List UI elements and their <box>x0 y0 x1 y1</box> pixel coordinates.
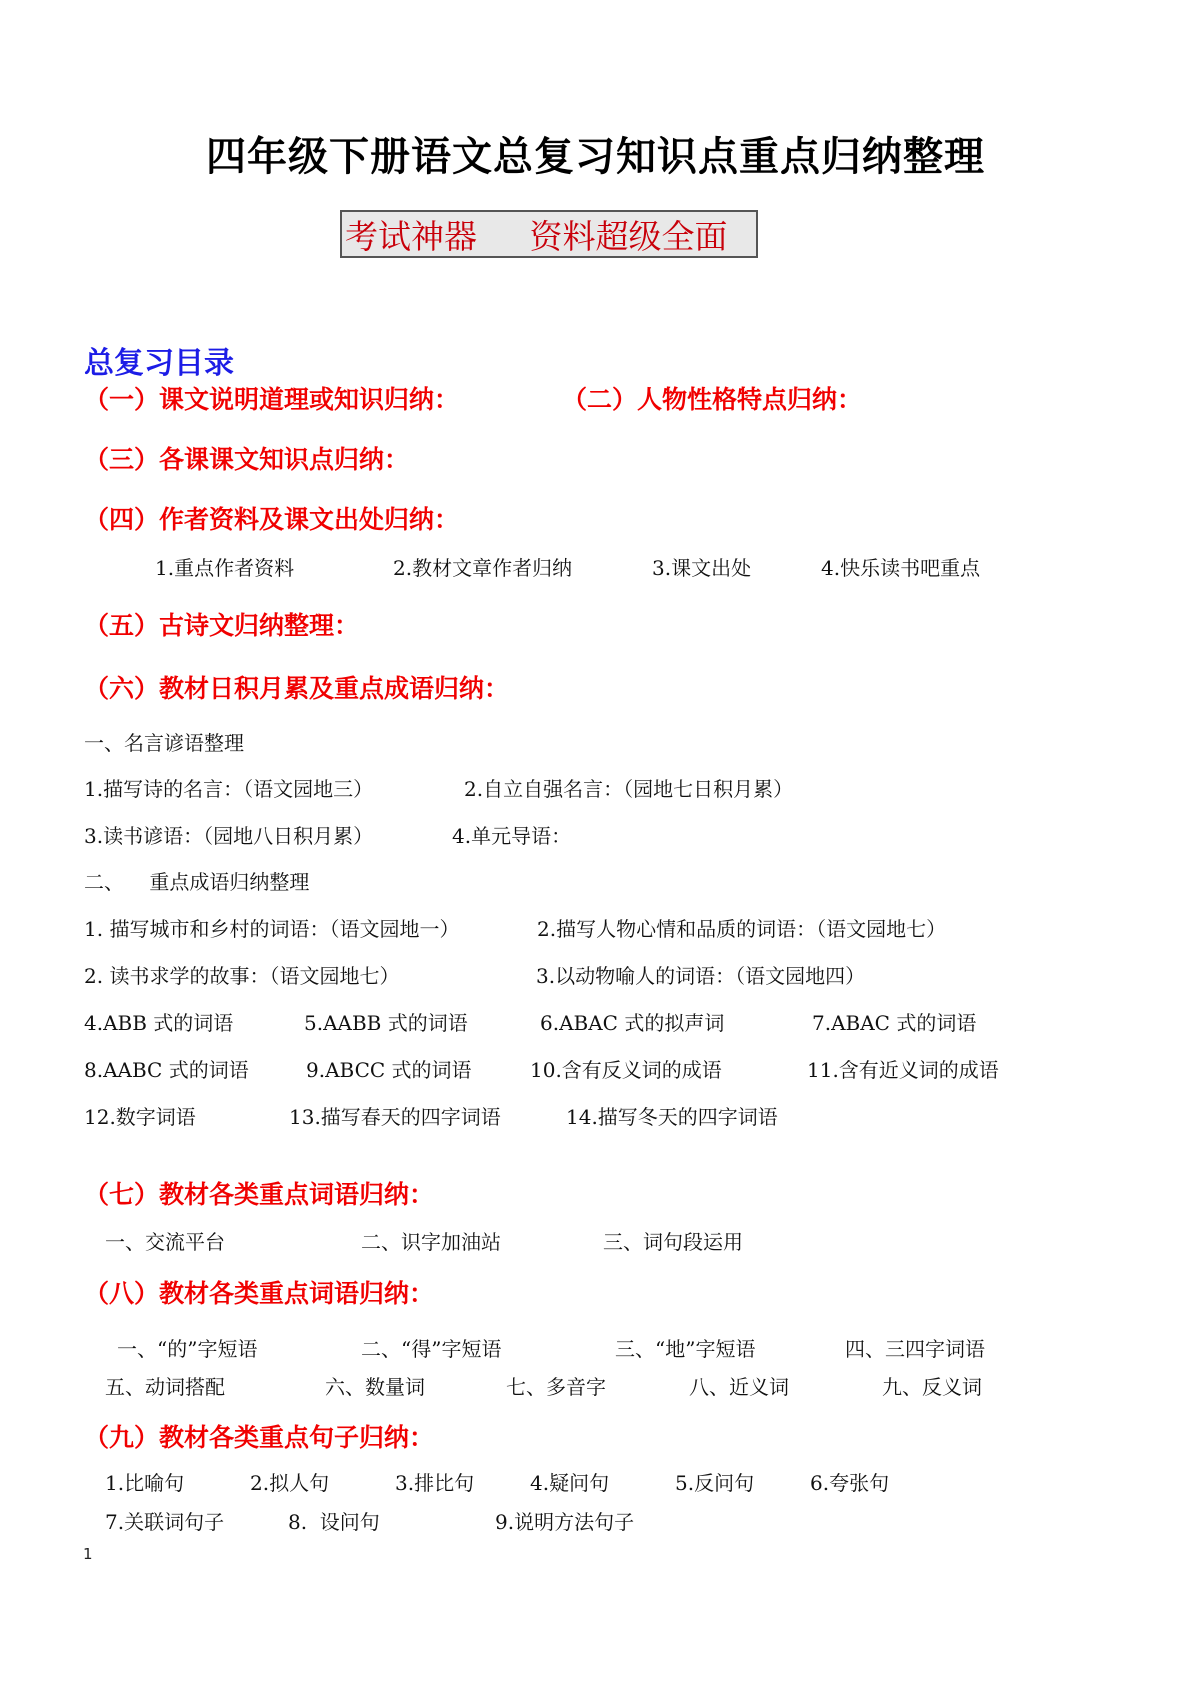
section-8-item: 一、“的”字短语 <box>117 1337 258 1361</box>
document-title: 四年级下册语文总复习知识点重点归纳整理 <box>206 134 985 180</box>
section-6-heading: （六）教材日积月累及重点成语归纳： <box>84 674 510 703</box>
idiom-item: 2. 读书求学的故事：（语文园地七） <box>84 964 400 988</box>
section-5-heading: （五）古诗文归纳整理： <box>84 611 360 640</box>
page-number: 1 <box>83 1545 93 1563</box>
idiom-item: 12.数字词语 <box>84 1105 196 1129</box>
idiom-item: 13.描写春天的四字词语 <box>289 1105 501 1129</box>
section-7-item: 三、词句段运用 <box>603 1230 743 1254</box>
section-9-item: 1.比喻句 <box>105 1471 185 1495</box>
section-6-subheading-2: 二、 重点成语归纳整理 <box>84 870 310 894</box>
section-8-item: 三、“地”字短语 <box>615 1337 756 1361</box>
section-6-item: 2.自立自强名言：（园地七日积月累） <box>464 777 794 801</box>
section-9-item: 3.排比句 <box>395 1471 475 1495</box>
idiom-item: 5.AABB 式的词语 <box>304 1011 468 1035</box>
section-6-item: 1.描写诗的名言：（语文园地三） <box>84 777 374 801</box>
idiom-item: 7.ABAC 式的词语 <box>812 1011 977 1035</box>
section-4-item: 3.课文出处 <box>652 556 752 580</box>
section-3-heading: （三）各课课文知识点归纳： <box>84 445 410 474</box>
section-9-item: 5.反问句 <box>675 1471 755 1495</box>
section-8-item: 八、近义词 <box>689 1375 789 1399</box>
section-8-item: 二、“得”字短语 <box>361 1337 502 1361</box>
section-9-heading: （九）教材各类重点句子归纳： <box>84 1423 435 1452</box>
section-9-item: 8. 设问句 <box>288 1510 380 1534</box>
section-6-subheading-1: 一、名言谚语整理 <box>84 731 244 755</box>
idiom-item: 6.ABAC 式的拟声词 <box>540 1011 725 1035</box>
section-9-item: 9.说明方法句子 <box>495 1510 635 1534</box>
section-7-item: 一、交流平台 <box>105 1230 225 1254</box>
section-9-item: 2.拟人句 <box>250 1471 330 1495</box>
idiom-item: 11.含有近义词的成语 <box>807 1058 999 1082</box>
idiom-item: 1. 描写城市和乡村的词语：（语文园地一） <box>84 917 460 941</box>
section-8-item: 九、反义词 <box>882 1375 982 1399</box>
idiom-item: 4.ABB 式的词语 <box>84 1011 234 1035</box>
section-8-item: 六、数量词 <box>325 1375 425 1399</box>
section-2-heading: （二）人物性格特点归纳： <box>562 385 863 414</box>
section-9-item: 6.夸张句 <box>810 1471 890 1495</box>
section-8-heading: （八）教材各类重点词语归纳： <box>84 1279 435 1308</box>
section-6-item: 4.单元导语： <box>452 824 572 848</box>
idiom-item: 3.以动物喻人的词语：（语文园地四） <box>536 964 866 988</box>
toc-heading: 总复习目录 <box>84 346 234 381</box>
subtitle-text: 考试神器 资料超级全面 <box>345 216 728 256</box>
section-9-item: 4.疑问句 <box>530 1471 610 1495</box>
section-4-heading: （四）作者资料及课文出处归纳： <box>84 505 460 534</box>
section-8-item: 七、多音字 <box>506 1375 606 1399</box>
idiom-item: 9.ABCC 式的词语 <box>306 1058 472 1082</box>
subtitle-banner <box>340 210 758 258</box>
section-7-item: 二、识字加油站 <box>361 1230 501 1254</box>
section-8-item: 四、三四字词语 <box>845 1337 985 1361</box>
section-6-item: 3.读书谚语：（园地八日积月累） <box>84 824 374 848</box>
section-4-item: 2.教材文章作者归纳 <box>393 556 573 580</box>
idiom-item: 2.描写人物心情和品质的词语：（语文园地七） <box>537 917 947 941</box>
section-4-item: 1.重点作者资料 <box>155 556 295 580</box>
idiom-item: 14.描写冬天的四字词语 <box>566 1105 778 1129</box>
idiom-item: 8.AABC 式的词语 <box>84 1058 249 1082</box>
idiom-item: 10.含有反义词的成语 <box>530 1058 722 1082</box>
section-8-item: 五、动词搭配 <box>105 1375 225 1399</box>
section-9-item: 7.关联词句子 <box>105 1510 225 1534</box>
section-7-heading: （七）教材各类重点词语归纳： <box>84 1180 435 1209</box>
section-4-item: 4.快乐读书吧重点 <box>821 556 981 580</box>
section-1-heading: （一）课文说明道理或知识归纳： <box>84 385 460 414</box>
